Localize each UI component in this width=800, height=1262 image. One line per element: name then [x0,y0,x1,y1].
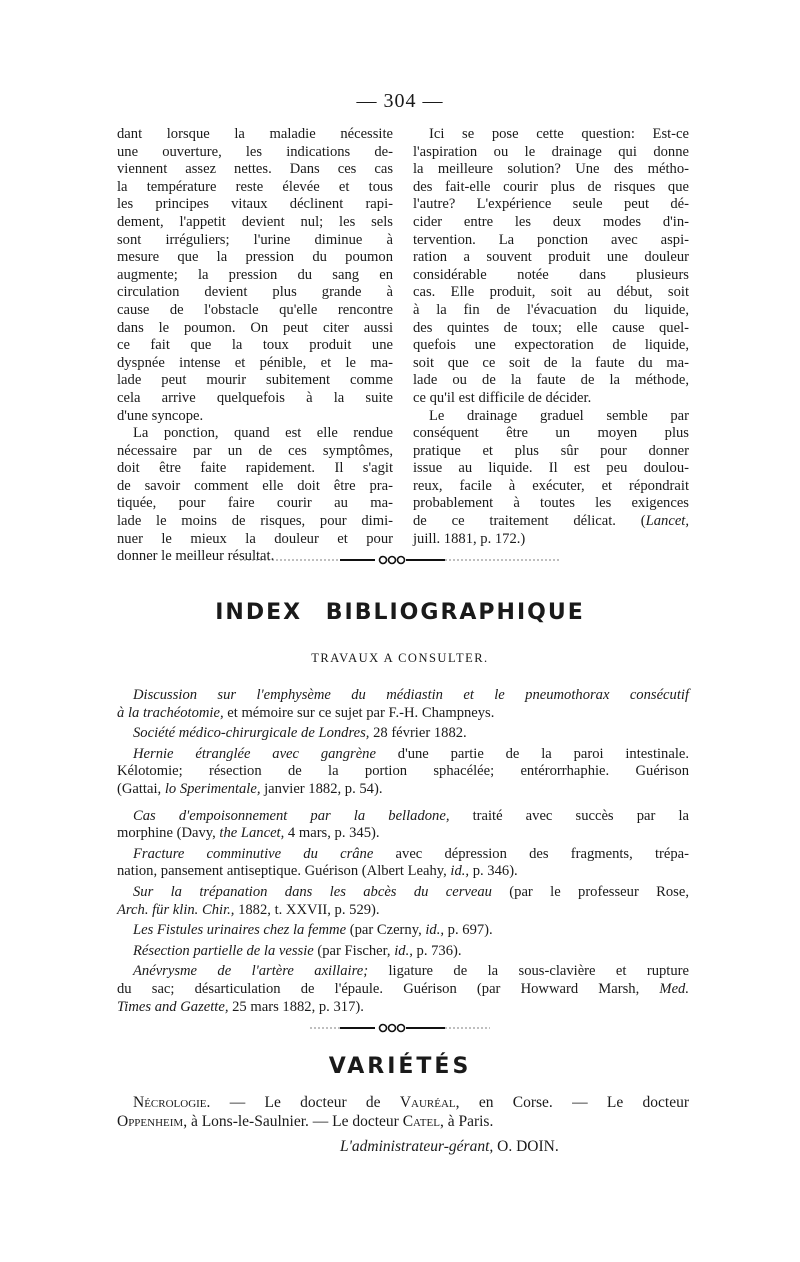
text-line: tiquée, pour faire courir au ma- [117,495,393,512]
signature-name: O. DOIN. [493,1138,559,1155]
text-line: pratique et plus sûr pour donner [413,442,689,459]
citation-line: juill. 1881, p. 172.) [413,530,526,547]
text-line: nation, pansement antiseptique. Guérison (Albert Leahy, id., p. 346). [117,863,518,880]
text-line: Oppenheim, à Lons-le-Saulnier. — Le docteur Catel, à Paris. [117,1113,494,1130]
text-line: Nécrologie. — Le docteur de Vauréal, en Corse. — Le docteur [133,1094,689,1111]
text-line: Times and Gazette, 25 mars 1882, p. 317). [117,998,364,1015]
text-line: morphine (Davy, the Lancet, 4 mars, p. 345). [117,825,380,842]
text-line: issue au liquide. Il est peu doulou- [413,460,689,477]
ornament-rule [310,1021,490,1035]
citation-journal: Lancet, [645,513,689,530]
text-line: lade le moins de risques, pour dimi- [117,513,393,530]
signature-line [340,1138,559,1156]
text-line: la température reste élevée et tous [117,178,393,195]
text-line: lade ou de la faute de la méthode, [413,372,689,389]
text-line: donner le meilleur résultat. [117,548,275,565]
text-line: Discussion sur l'emphysème du médiastin et le pneumothorax consécutif [133,687,689,703]
text-line: reux, facile à exécuter, et répondrait [413,477,689,494]
text-line: la meilleure solution? Une des métho- [413,161,689,178]
biblio-entry [117,884,689,919]
text-line: tervention. La ponction avec aspi- [413,231,689,248]
text-line: Fracture comminutive du crâne avec dépression des fragments, trépa- [133,845,689,862]
text-line: les principes vitaux déclinent rapi- [117,196,393,213]
biblio-entry [117,846,689,881]
text-line: dyspnée intense et pénible, et le ma- [117,354,393,371]
text-line: Les Fistules urinaires chez la femme (par Czerny, id., p. 697). [133,922,493,939]
text-line: l'autre? L'expérience seule peut dé- [413,196,689,213]
text-line: Résection partielle de la vessie (par Fischer, id., p. 736). [133,942,462,959]
biblio-entry [117,746,689,799]
text-line: Cas d'empoisonnement par la belladone, traité avec succès par la [133,807,689,824]
text-line: nuer le mieux la douleur et pour [117,530,393,547]
biblio-entry [117,943,689,961]
text-line: dement, l'appetit devient nul; les sels [117,213,393,230]
text-line: ce fait que la toux produit une [117,337,393,354]
text-line: lade peut mourir subitement comme [117,372,393,389]
text-line: une ouverture, les indications de- [117,143,393,160]
biblio-entry [117,725,689,743]
text-line: soit que ce soit de la faute du ma- [413,354,689,371]
text-line: considérable notée dans plusieurs [413,266,689,283]
text-line: nécessaire par un de ces symptômes, [117,442,393,459]
text-line: probablement à toutes les exigences [413,495,689,512]
text-line: Société médico-chirurgicale de Londres, 28 février 1882. [133,725,467,742]
text-line: cause de l'obstacle qu'elle rencontre [117,301,393,318]
text-line: ce qu'il est difficile de décider. [413,389,592,406]
text-line: cas. Elle produit, soit au début, soit [413,284,689,301]
varietes-title: VARIÉTÉS [328,1054,472,1079]
left-paragraph-1 [117,126,393,425]
left-paragraph-2 [117,425,393,566]
text-line: circulation devient plus grande à [117,284,393,301]
right-paragraph-2 [413,408,689,549]
left-column [117,126,393,566]
text-line: cider entre les deux modes d'in- [413,213,689,230]
text-line: Le drainage graduel semble par [429,407,689,424]
text-line: des quintes de toux; elle cause quel- [413,319,689,336]
index-subtitle: TRAVAUX A CONSULTER. [311,651,489,665]
text-line: Arch. für klin. Chir., 1882, t. XXVII, p. 529). [117,901,380,918]
text-line: ration a souvent produit une douleur [413,249,689,266]
biblio-entry [117,922,689,940]
ornament-divider-top [0,553,800,572]
text-line: l'aspiration ou le drainage qui donne [413,143,689,160]
biblio-entry [117,963,689,1016]
text-line: quefois une expectoration de liquide, [413,337,689,354]
text-line: cela arrive quelquefois à la suite [117,389,393,406]
text-line: Kélotomie; résection de la portion sphacélée; entérorrhaphie. Guérison [117,763,689,780]
text-line: Sur la trépanation dans les abcès du cerveau (par le professeur Rose, [133,883,689,900]
right-paragraph-1 [413,126,689,408]
biblio-entry [117,687,689,722]
text-line: à la trachéotomie, et mémoire sur ce sujet par F.-H. Champneys. [117,704,495,721]
text-line: dans le poumon. On peut citer aussi [117,319,393,336]
page-number: — 304 — [356,90,444,112]
varietes-text [117,1093,689,1131]
text-line: viennent assez nettes. Dans ces cas [117,161,393,178]
index-title: INDEX BIBLIOGRAPHIQUE [215,600,585,625]
text-line: sont irréguliers; l'urine diminue à [117,231,393,248]
text-line: Anévrysme de l'artère axillaire; ligature de la sous-clavière et rupture [133,963,689,980]
text-line: doit être faite rapidement. Il s'agit [117,460,393,477]
text-line: conséquent être un moyen plus [413,425,689,442]
two-column-text [117,126,689,566]
text-line: Hernie étranglée avec gangrène d'une partie de la paroi intestinale. [133,745,690,762]
text-line: Ici se pose cette question: Est-ce [429,126,689,142]
text-line: de savoir comment elle doit être pra- [117,477,393,494]
text-line: augmente; la pression du sang en [117,266,393,283]
ornament-divider-bottom [0,1021,800,1040]
signature-role: L'administrateur-gérant, [340,1138,494,1155]
biblio-entry [117,808,689,843]
text-line: des fait-elle courir plus de risques que [413,178,689,195]
text-line: du sac; désarticulation de l'épaule. Guérison (par Howward Marsh, Med. [117,980,689,997]
text-line: (Gattai, lo Sperimentale, janvier 1882, p. 54). [117,780,383,797]
text-line: dant lorsque la maladie nécessite [117,126,393,142]
ornament-rule [240,553,560,567]
text-line: d'une syncope. [117,407,204,424]
text-line: à la fin de l'évacuation du liquide, [413,301,689,318]
text-line: La ponction, quand est elle rendue [133,425,393,442]
bibliography-list [117,687,689,1019]
right-column [413,126,689,566]
text-line: mesure que la pression du poumon [117,249,393,266]
text-line: de ce traitement délicat. (Lancet, [413,513,689,530]
